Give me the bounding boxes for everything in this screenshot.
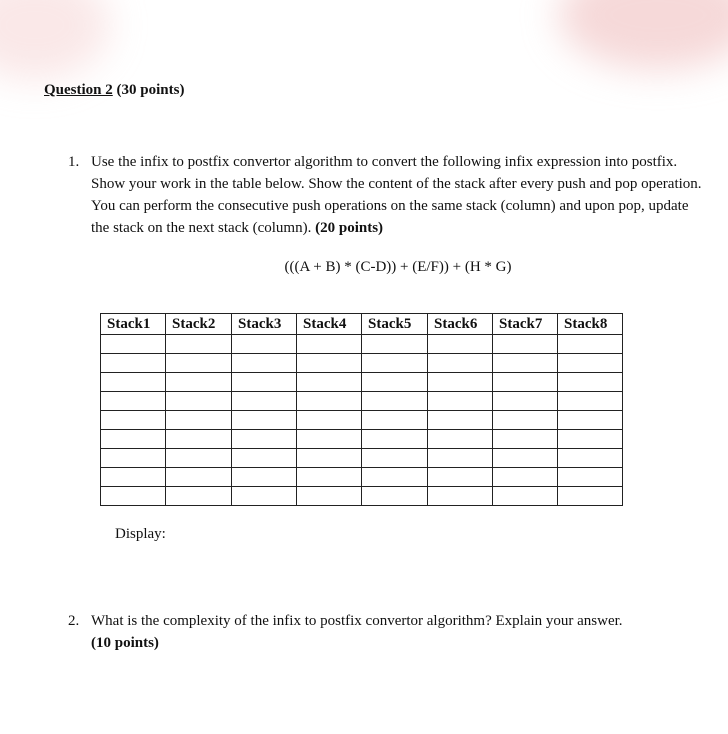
stack-cell xyxy=(428,392,493,411)
stack-cell xyxy=(558,373,623,392)
stack-cell xyxy=(166,430,232,449)
stack-cell xyxy=(362,468,428,487)
stack-cell xyxy=(428,335,493,354)
stack-cell xyxy=(362,487,428,506)
stack-table-row xyxy=(101,373,623,392)
question-title xyxy=(44,82,184,99)
stack-cell xyxy=(232,373,297,392)
stack-cell xyxy=(297,411,362,430)
stack-cell xyxy=(493,335,558,354)
item-points-1: (20 points) xyxy=(315,220,384,236)
stack-cell xyxy=(166,392,232,411)
stack-table-header-row xyxy=(101,314,623,335)
stack-table xyxy=(100,313,623,506)
item-body-2 xyxy=(91,610,686,654)
stack-cell xyxy=(166,468,232,487)
stack-cell xyxy=(297,335,362,354)
stack-header: Stack5 xyxy=(362,314,428,335)
stack-cell xyxy=(166,373,232,392)
stack-header: Stack1 xyxy=(101,314,166,335)
stack-cell xyxy=(362,411,428,430)
item-text-2: What is the complexity of the infix to postfix convertor algorithm? Explain your answer. xyxy=(91,613,623,629)
stack-cell xyxy=(493,468,558,487)
display-label: Display: xyxy=(115,526,166,542)
stack-cell xyxy=(101,449,166,468)
stack-table-row xyxy=(101,449,623,468)
stack-cell xyxy=(166,449,232,468)
stack-cell xyxy=(428,487,493,506)
stack-table-row xyxy=(101,335,623,354)
stack-table-row xyxy=(101,468,623,487)
stack-cell xyxy=(558,487,623,506)
item-body-1 xyxy=(91,151,706,239)
stack-cell xyxy=(362,449,428,468)
stack-cell xyxy=(493,411,558,430)
item-number-1: 1. xyxy=(68,154,80,170)
question-points: (30 points) xyxy=(112,82,185,98)
stack-cell xyxy=(232,354,297,373)
stack-table-row xyxy=(101,392,623,411)
stack-cell xyxy=(232,487,297,506)
stack-cell xyxy=(493,449,558,468)
stack-table-row xyxy=(101,487,623,506)
stack-cell xyxy=(428,430,493,449)
item-text-1: Use the infix to postfix convertor algorithm to convert the following infix expression into postfix. Show your work in the table below. Show the content of the stack after every push and pop operation. You can perform the consecutive push operations on the same stack (column) and upon pop, update the stack on the next stack (column). xyxy=(91,154,702,236)
stack-cell xyxy=(428,449,493,468)
stack-cell xyxy=(493,373,558,392)
stack-cell xyxy=(493,392,558,411)
stack-cell xyxy=(428,468,493,487)
stack-cell xyxy=(428,411,493,430)
stack-cell xyxy=(362,392,428,411)
stack-cell xyxy=(101,354,166,373)
stack-cell xyxy=(493,354,558,373)
stack-cell xyxy=(362,335,428,354)
stack-cell xyxy=(558,335,623,354)
stack-table-row xyxy=(101,430,623,449)
stack-cell xyxy=(101,487,166,506)
stack-cell xyxy=(297,487,362,506)
stack-cell xyxy=(558,354,623,373)
stack-header: Stack4 xyxy=(297,314,362,335)
stack-cell xyxy=(362,430,428,449)
stack-cell xyxy=(101,373,166,392)
stack-cell xyxy=(166,411,232,430)
stack-header: Stack3 xyxy=(232,314,297,335)
stack-cell xyxy=(232,411,297,430)
stack-cell xyxy=(166,335,232,354)
stack-cell xyxy=(428,354,493,373)
stack-cell xyxy=(101,468,166,487)
stack-cell xyxy=(297,392,362,411)
stack-cell xyxy=(297,468,362,487)
stack-cell xyxy=(558,468,623,487)
background-blur-left xyxy=(0,0,110,80)
stack-header: Stack6 xyxy=(428,314,493,335)
stack-table-row xyxy=(101,411,623,430)
stack-cell xyxy=(493,430,558,449)
stack-cell xyxy=(558,411,623,430)
stack-cell xyxy=(101,430,166,449)
stack-cell xyxy=(232,449,297,468)
stack-table-body xyxy=(101,335,623,506)
stack-cell xyxy=(101,411,166,430)
stack-header: Stack2 xyxy=(166,314,232,335)
stack-cell xyxy=(362,354,428,373)
item-points-2: (10 points) xyxy=(91,635,159,651)
stack-header: Stack7 xyxy=(493,314,558,335)
background-blur-right xyxy=(558,0,728,70)
stack-cell xyxy=(101,335,166,354)
stack-cell xyxy=(558,449,623,468)
stack-cell xyxy=(232,430,297,449)
stack-cell xyxy=(232,392,297,411)
stack-cell xyxy=(362,373,428,392)
stack-cell xyxy=(232,468,297,487)
stack-cell xyxy=(558,430,623,449)
stack-cell xyxy=(166,354,232,373)
stack-cell xyxy=(558,392,623,411)
stack-table-row xyxy=(101,354,623,373)
question-label: Question 2 xyxy=(44,82,113,98)
stack-header: Stack8 xyxy=(558,314,623,335)
stack-cell xyxy=(493,487,558,506)
item-number-2: 2. xyxy=(68,613,80,629)
stack-cell xyxy=(297,354,362,373)
stack-cell xyxy=(297,430,362,449)
stack-cell xyxy=(297,449,362,468)
stack-cell xyxy=(428,373,493,392)
infix-expression: (((A + B) * (C-D)) + (E/F)) + (H * G) xyxy=(284,259,512,275)
stack-cell xyxy=(297,373,362,392)
stack-cell xyxy=(232,335,297,354)
stack-cell xyxy=(166,487,232,506)
stack-cell xyxy=(101,392,166,411)
